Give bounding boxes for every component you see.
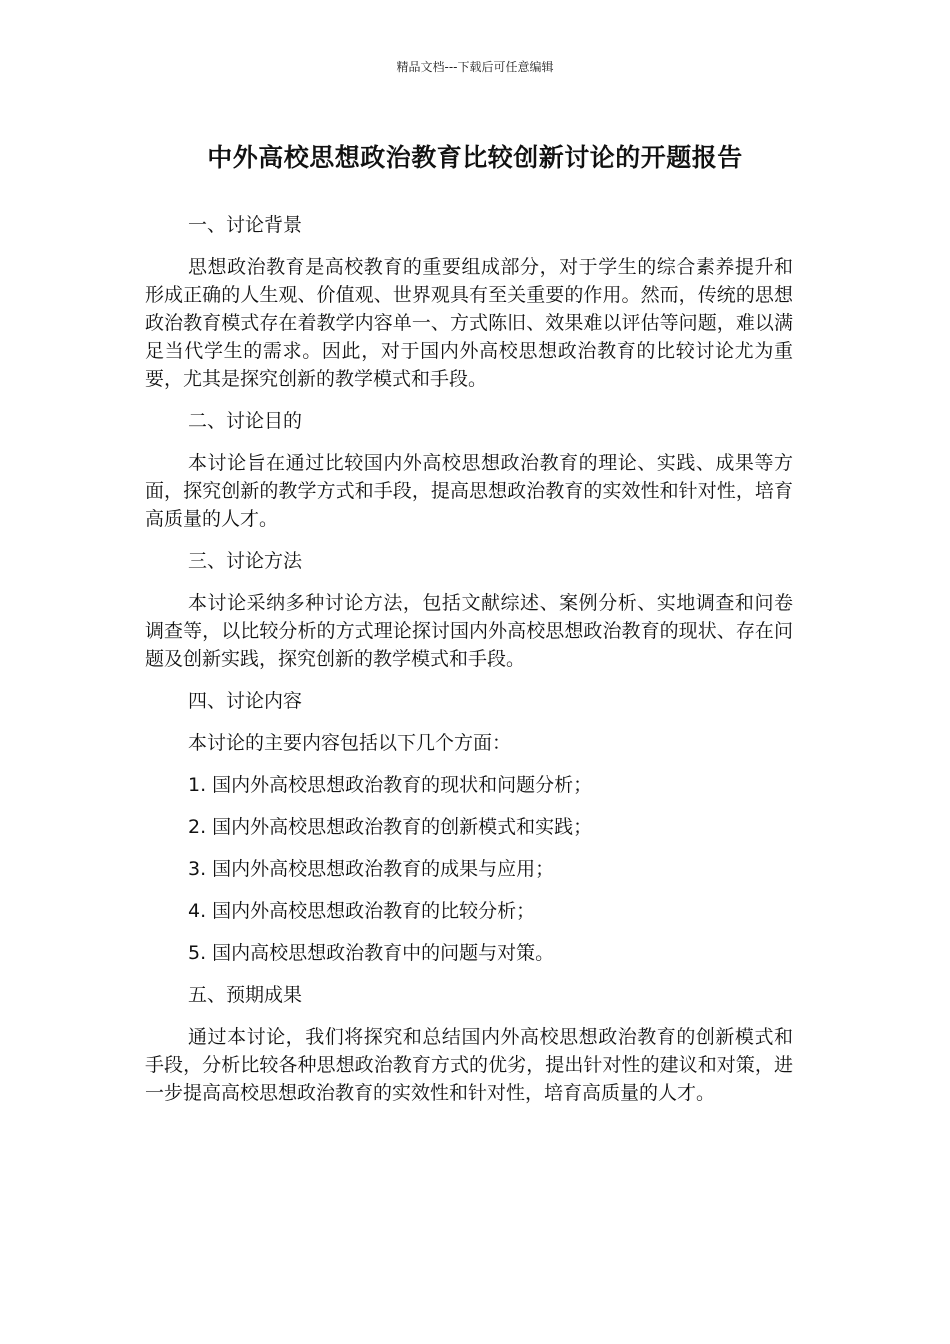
section-paragraph-method: 本讨论采纳多种讨论方法，包括文献综述、案例分析、实地调查和问卷调查等，以比较分析的方式理论探讨国内外高校思想政治教育的现状、存在问题及创新实践，探究创新的教学模式和手段。 xyxy=(145,592,793,670)
section-heading-content: 四、讨论内容 xyxy=(188,690,303,712)
section-heading-background: 一、讨论背景 xyxy=(188,214,303,236)
list-item: 4. 国内外高校思想政治教育的比较分析； xyxy=(188,900,536,922)
list-item: 5. 国内高校思想政治教育中的问题与对策。 xyxy=(188,942,555,964)
section-paragraph-background: 思想政治教育是高校教育的重要组成部分，对于学生的综合素养提升和形成正确的人生观、价值观、世界观具有至关重要的作用。然而，传统的思想政治教育模式存在着教学内容单一、方式陈旧、效果难以评估等问题，难以满足当代学生的需求。因此，对于国内外高校思想政治教育的比较讨论尤为重要，尤其是探究创新的教学模式和手段。 xyxy=(145,256,793,390)
section-paragraph-outcomes: 通过本讨论，我们将探究和总结国内外高校思想政治教育的创新模式和手段，分析比较各种思想政治教育方式的优劣，提出针对性的建议和对策，进一步提高高校思想政治教育的实效性和针对性，培育高质量的人才。 xyxy=(145,1026,793,1104)
list-item: 1. 国内外高校思想政治教育的现状和问题分析； xyxy=(188,774,593,796)
document-title: 中外高校思想政治教育比较创新讨论的开题报告 xyxy=(207,143,743,172)
list-item: 3. 国内外高校思想政治教育的成果与应用； xyxy=(188,858,555,880)
list-item: 2. 国内外高校思想政治教育的创新模式和实践； xyxy=(188,816,593,838)
section-heading-outcomes: 五、预期成果 xyxy=(188,984,303,1006)
section-heading-purpose: 二、讨论目的 xyxy=(188,410,303,432)
section-heading-method: 三、讨论方法 xyxy=(188,550,303,572)
section-intro-content: 本讨论的主要内容包括以下几个方面： xyxy=(188,732,512,754)
section-paragraph-purpose: 本讨论旨在通过比较国内外高校思想政治教育的理论、实践、成果等方面，探究创新的教学方式和手段，提高思想政治教育的实效性和针对性，培育高质量的人才。 xyxy=(145,452,793,530)
document-body xyxy=(145,211,793,1121)
header-note: 精品文档---下载后可任意编辑 xyxy=(396,60,554,74)
